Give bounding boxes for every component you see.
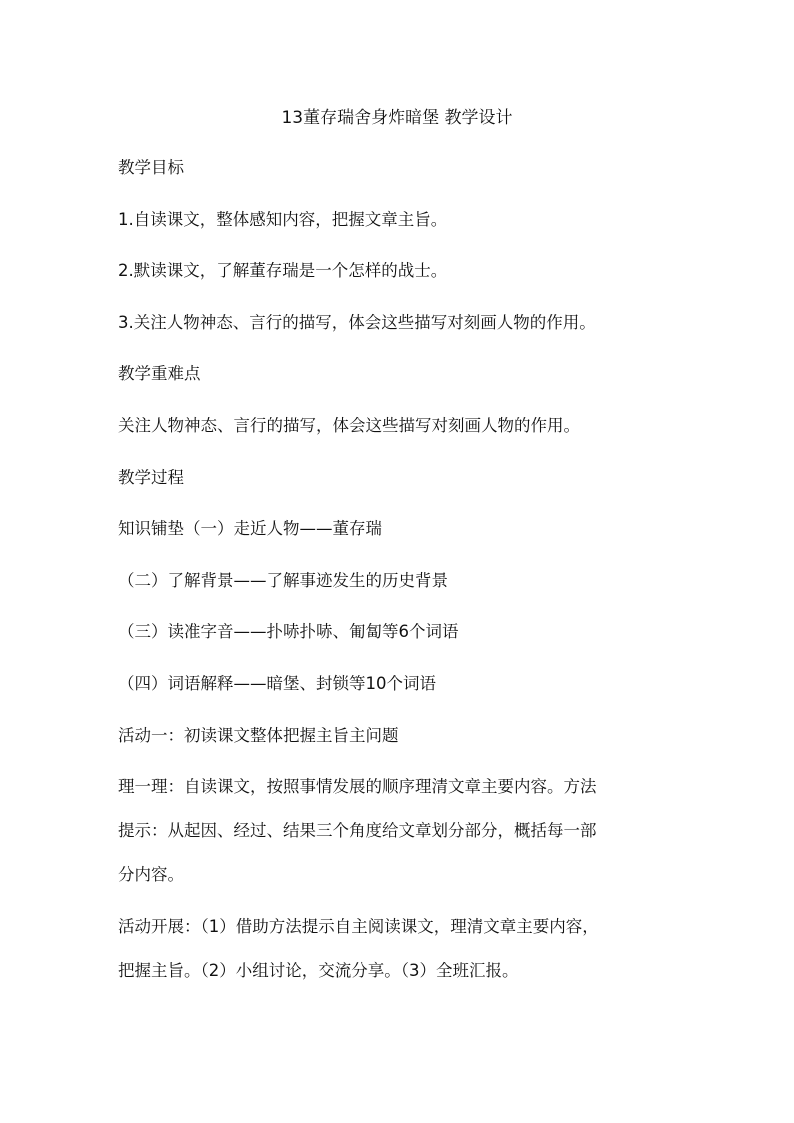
heading-objectives: 教学目标: [118, 158, 184, 177]
objective-item: 3.关注人物神态、言行的描写，体会这些描写对刻画人物的作用。: [118, 312, 596, 332]
activity-heading: 活动一：初读课文整体把握主旨主问题: [118, 725, 399, 745]
document-title: 13董存瑞舍身炸暗堡 教学设计: [281, 108, 513, 128]
activity-paragraph: [118, 915, 678, 983]
paragraph-line: 理一理：自读课文，按照事情发展的顺序理清文章主要内容。方法: [118, 777, 597, 797]
paragraph-line: 提示：从起因、经过、结果三个角度给文章划分部分，概括每一部: [118, 821, 597, 841]
document-body: [118, 156, 678, 1010]
objective-item: 2.默读课文，了解董存瑞是一个怎样的战士。: [118, 261, 448, 281]
heading-key-points: 教学重难点: [118, 364, 201, 384]
paragraph-line: 活动开展：（1）借助方法提示自主阅读课文，理清文章主要内容，: [118, 916, 599, 936]
key-points-text: 关注人物神态、言行的描写，体会这些描写对刻画人物的作用。: [118, 415, 580, 435]
paragraph-line: 分内容。: [118, 865, 184, 885]
sort-paragraph: [118, 775, 678, 887]
objective-item: 1.自读课文，整体感知内容，把握文章主旨。: [118, 209, 448, 229]
process-item: 知识铺垫（一）走近人物——董存瑞: [118, 519, 382, 539]
process-item: （二）了解背景——了解事迹发生的历史背景: [118, 570, 448, 590]
heading-process: 教学过程: [118, 467, 184, 487]
process-item: （四）词语解释——暗堡、封锁等10个词语: [118, 673, 436, 693]
paragraph-line: 把握主旨。（2）小组讨论，交流分享。（3）全班汇报。: [118, 960, 519, 980]
process-item: （三）读准字音——扑哧扑哧、匍匐等6个词语: [118, 622, 459, 642]
